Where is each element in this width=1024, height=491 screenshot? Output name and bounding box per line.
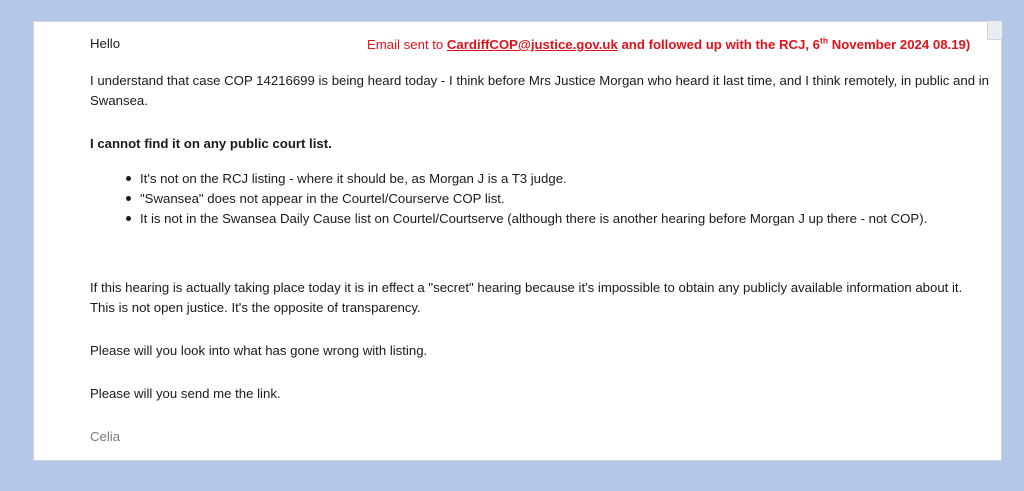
paragraph-case-intro: I understand that case COP 14216699 is being heard today - I think before Mrs Justice Morgan who heard it last time, and I think remotely, in public and in Swansea. <box>90 73 989 108</box>
bullet-text: "Swansea" does not appear in the Courtel/Courserve COP list. <box>140 191 505 206</box>
red-annotation <box>367 35 970 55</box>
bullet-list <box>90 169 990 229</box>
annotation-prefix: Email sent to <box>367 37 447 52</box>
annotation-email-link[interactable]: CardiffCOP@justice.gov.uk <box>446 37 618 52</box>
annotation-middle: and followed up with the RCJ, 6 <box>617 37 821 52</box>
paragraph-send-link: Please will you send me the link. <box>90 386 281 401</box>
card-corner-tab <box>987 21 1002 40</box>
annotation-ordinal: th <box>820 35 829 46</box>
bullet-dot-icon <box>126 216 131 221</box>
bullet-text: It's not on the RCJ listing - where it should be, as Morgan J is a T3 judge. <box>140 171 567 186</box>
bold-heading: I cannot find it on any public court list. <box>90 136 332 151</box>
email-card <box>33 21 1002 461</box>
bullet-dot-icon <box>126 176 131 181</box>
email-greeting: Hello <box>90 36 121 51</box>
email-signature: Celia <box>90 429 121 444</box>
bullet-dot-icon <box>126 196 131 201</box>
paragraph-secret-hearing: If this hearing is actually taking place today it is in effect a "secret" hearing because it's impossible to obtain any publicly available information about it. This is not open justice. It's the opposite of transparency. <box>90 280 963 315</box>
bullet-text: It is not in the Swansea Daily Cause list on Courtel/Courtserve (although there is another hearing before Morgan J up there - not COP). <box>140 211 928 226</box>
bullet-item <box>140 169 990 189</box>
bullet-item <box>140 189 990 209</box>
bullet-item <box>140 209 990 229</box>
annotation-suffix: November 2024 08.19) <box>828 37 971 52</box>
paragraph-look-into-listing: Please will you look into what has gone wrong with listing. <box>90 343 428 358</box>
